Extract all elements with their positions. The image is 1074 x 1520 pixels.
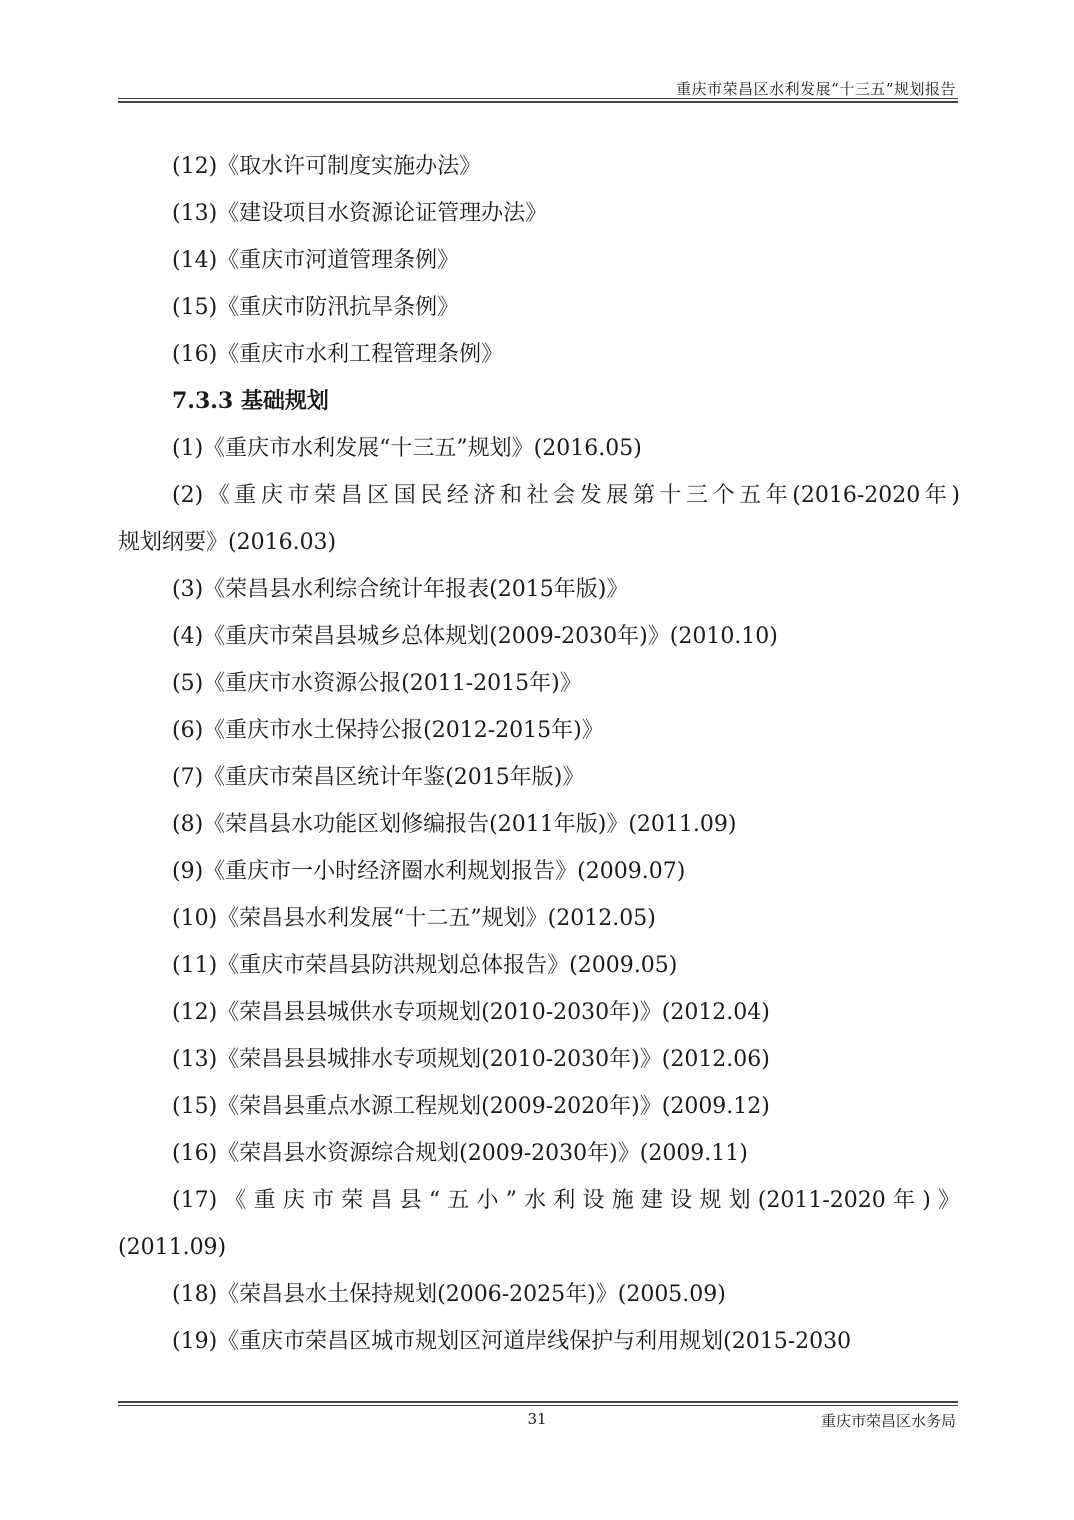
section-heading: 7.3.3 基础规划 [172, 388, 329, 414]
reference-item: (17)《重庆市荣昌县“五小”水利设施建设规划(2011-2020年)》 [172, 1188, 960, 1213]
reference-item: (5)《重庆市水资源公报(2011-2015年)》 [172, 671, 582, 696]
reference-item: (2)《重庆市荣昌区国民经济和社会发展第十三个五年(2016-2020年) [172, 483, 960, 508]
reference-item: (1)《重庆市水利发展“十三五”规划》(2016.05) [172, 436, 642, 461]
running-header-title: 重庆市荣昌区水利发展“十三五”规划报告 [676, 80, 956, 98]
header-rule-thin [118, 98, 958, 99]
header-rule-thick [118, 101, 958, 103]
reference-item: (15)《荣昌县重点水源工程规划(2009-2020年)》(2009.12) [172, 1094, 770, 1119]
reference-item: (10)《荣昌县水利发展“十二五”规划》(2012.05) [172, 906, 656, 931]
reference-item: (6)《重庆市水土保持公报(2012-2015年)》 [172, 718, 604, 743]
reference-item: (15)《重庆市防汛抗旱条例》 [172, 295, 460, 320]
reference-item-continuation: 规划纲要》(2016.03) [118, 530, 337, 555]
reference-item: (12)《取水许可制度实施办法》 [172, 154, 482, 179]
reference-item: (3)《荣昌县水利综合统计年报表(2015年版)》 [172, 577, 629, 602]
reference-item: (9)《重庆市一小时经济圈水利规划报告》(2009.07) [172, 859, 686, 884]
reference-item: (14)《重庆市河道管理条例》 [172, 248, 460, 273]
reference-item: (13)《荣昌县县城排水专项规划(2010-2030年)》(2012.06) [172, 1047, 770, 1072]
reference-item: (11)《重庆市荣昌县防洪规划总体报告》(2009.05) [172, 953, 678, 978]
reference-item: (8)《荣昌县水功能区划修编报告(2011年版)》(2011.09) [172, 812, 737, 837]
footer-rule-thick [118, 1401, 958, 1403]
page-number: 31 [527, 1410, 547, 1428]
reference-item: (18)《荣昌县水土保持规划(2006-2025年)》(2005.09) [172, 1282, 726, 1307]
footer-rule-thin [118, 1405, 958, 1406]
reference-item: (16)《荣昌县水资源综合规划(2009-2030年)》(2009.11) [172, 1141, 748, 1166]
body-text [118, 143, 960, 1365]
reference-item: (7)《重庆市荣昌区统计年鉴(2015年版)》 [172, 765, 585, 790]
reference-item: (19)《重庆市荣昌区城市规划区河道岸线保护与利用规划(2015-2030 [172, 1329, 852, 1354]
reference-item: (16)《重庆市水利工程管理条例》 [172, 342, 504, 367]
reference-item: (4)《重庆市荣昌县城乡总体规划(2009-2030年)》(2010.10) [172, 624, 778, 649]
reference-item: (13)《建设项目水资源论证管理办法》 [172, 201, 548, 226]
footer-organization: 重庆市荣昌区水务局 [820, 1412, 956, 1430]
reference-item: (12)《荣昌县县城供水专项规划(2010-2030年)》(2012.04) [172, 1000, 770, 1025]
reference-item-continuation: (2011.09) [118, 1235, 227, 1260]
